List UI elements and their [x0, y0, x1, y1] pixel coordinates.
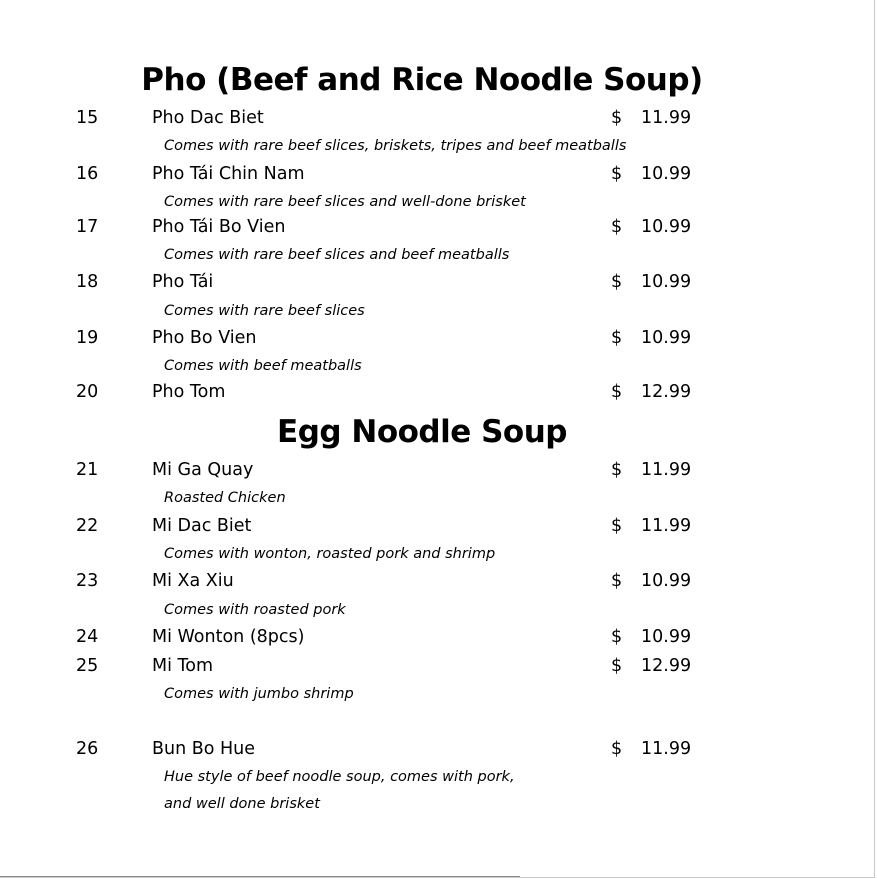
item-name: Pho Tái	[152, 272, 214, 292]
item-number: 23	[76, 571, 99, 591]
item-number: 19	[76, 328, 99, 348]
item-number: 24	[76, 627, 99, 647]
item-price: 10.99	[641, 164, 692, 184]
item-name: Pho Tái Chin Nam	[152, 164, 305, 184]
item-price: 12.99	[641, 656, 692, 676]
item-description: Comes with rare beef slices, briskets, tripes and beef meatballs	[164, 138, 627, 154]
item-price: 10.99	[641, 328, 692, 348]
currency-symbol: $	[611, 217, 623, 237]
item-name: Pho Tom	[152, 382, 226, 402]
item-price: 11.99	[641, 460, 692, 480]
currency-symbol: $	[611, 382, 623, 402]
section-heading-egg-noodle: Egg Noodle Soup	[277, 414, 567, 450]
item-name: Pho Dac Biet	[152, 108, 264, 128]
page-bottom-rule	[0, 876, 520, 877]
item-description: Comes with jumbo shrimp	[164, 686, 354, 702]
item-number: 17	[76, 217, 99, 237]
item-name: Bun Bo Hue	[152, 739, 256, 759]
section-heading-pho: Pho (Beef and Rice Noodle Soup)	[141, 62, 703, 98]
item-name: Pho Bo Vien	[152, 328, 257, 348]
item-number: 20	[76, 382, 99, 402]
item-description: Comes with rare beef slices	[164, 303, 365, 319]
item-number: 21	[76, 460, 99, 480]
item-description: Comes with wonton, roasted pork and shrimp	[164, 546, 496, 562]
currency-symbol: $	[611, 571, 623, 591]
item-number: 15	[76, 108, 99, 128]
item-description: Hue style of beef noodle soup, comes with pork,	[164, 769, 515, 785]
currency-symbol: $	[611, 516, 623, 536]
currency-symbol: $	[611, 656, 623, 676]
item-name: Mi Xa Xiu	[152, 571, 234, 591]
item-description: Comes with rare beef slices and well-done brisket	[164, 194, 526, 210]
item-description: Comes with beef meatballs	[164, 358, 362, 374]
item-number: 25	[76, 656, 99, 676]
item-price: 11.99	[641, 108, 692, 128]
item-price: 11.99	[641, 516, 692, 536]
currency-symbol: $	[611, 627, 623, 647]
item-price: 10.99	[641, 627, 692, 647]
currency-symbol: $	[611, 739, 623, 759]
item-name: Mi Dac Biet	[152, 516, 252, 536]
currency-symbol: $	[611, 328, 623, 348]
item-price: 10.99	[641, 272, 692, 292]
item-number: 16	[76, 164, 99, 184]
item-name: Mi Ga Quay	[152, 460, 254, 480]
item-description-line-2: and well done brisket	[164, 796, 320, 812]
item-name: Pho Tái Bo Vien	[152, 217, 286, 237]
item-description: Comes with roasted pork	[164, 602, 346, 618]
item-name: Mi Tom	[152, 656, 213, 676]
item-number: 18	[76, 272, 99, 292]
item-price: 10.99	[641, 217, 692, 237]
currency-symbol: $	[611, 164, 623, 184]
item-number: 22	[76, 516, 99, 536]
currency-symbol: $	[611, 460, 623, 480]
currency-symbol: $	[611, 108, 623, 128]
currency-symbol: $	[611, 272, 623, 292]
item-description: Roasted Chicken	[164, 490, 286, 506]
item-price: 12.99	[641, 382, 692, 402]
item-price: 11.99	[641, 739, 692, 759]
item-price: 10.99	[641, 571, 692, 591]
item-name: Mi Wonton (8pcs)	[152, 627, 305, 647]
item-description: Comes with rare beef slices and beef meatballs	[164, 247, 510, 263]
item-number: 26	[76, 739, 99, 759]
